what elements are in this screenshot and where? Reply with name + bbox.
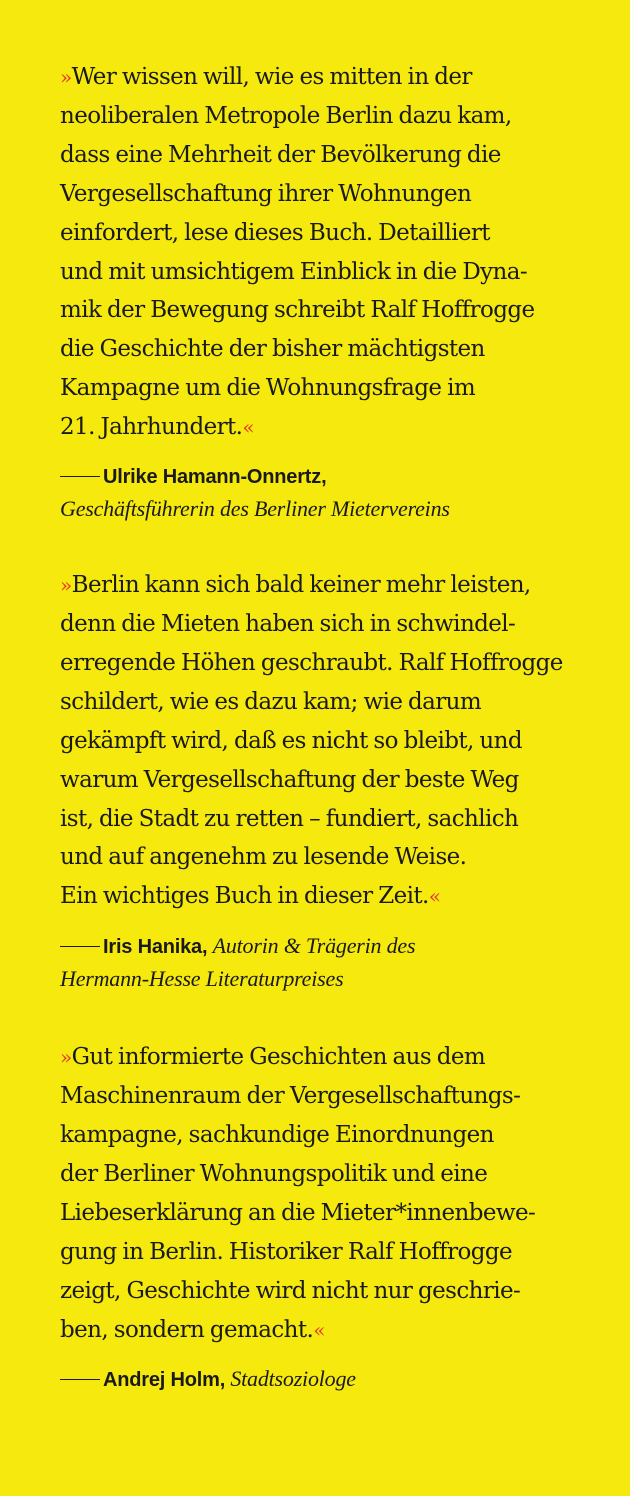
- quote-line: Wer wissen will, wie es mitten in der: [71, 64, 472, 90]
- quote-line: der Berliner Wohnungspolitik und eine: [60, 1160, 488, 1187]
- quote-line: Vergesellschaftung ihrer Wohnungen: [60, 180, 472, 207]
- attribution: [60, 930, 580, 994]
- author-role: Autorin & Trägerin des: [212, 933, 416, 959]
- quote-line: warum Vergesellschaftung der beste Weg: [60, 766, 519, 793]
- close-quote-mark: «: [313, 1317, 325, 1342]
- quote-line: zeigt, Geschichte wird nicht nur geschrie-: [60, 1277, 521, 1304]
- author-role: Stadtsoziologe: [230, 1366, 356, 1392]
- quote-line: Maschinenraum der Vergesellschaftungs-: [60, 1083, 521, 1110]
- author-name: Iris Hanika,: [103, 936, 208, 959]
- open-quote-mark: »: [60, 65, 72, 89]
- quote-line: einfordert, lese dieses Buch. Detailliert: [60, 219, 490, 246]
- quote-line: Liebeserklärung an die Mieter*innenbewe-: [60, 1199, 536, 1226]
- quote-line: gung in Berlin. Historiker Ralf Hoffrogge: [60, 1238, 512, 1265]
- em-dash-rule: [60, 476, 100, 477]
- attribution: [60, 461, 580, 524]
- quote-line: gekämpft wird, daß es nicht so bleibt, und: [60, 727, 522, 754]
- quote-line: schildert, wie es dazu kam; wie darum: [60, 688, 482, 715]
- quote-line: denn die Mieten haben sich in schwindel-: [60, 610, 516, 637]
- quote-line: 21. Jahrhundert.: [60, 414, 243, 441]
- quote-line: kampagne, sachkundige Einordnungen: [60, 1122, 494, 1149]
- quote-line: Ein wichtiges Buch in dieser Zeit.: [60, 883, 429, 910]
- open-quote-mark: »: [60, 573, 72, 598]
- testimonial-quote: [60, 58, 580, 447]
- quote-line: mik der Bewegung schreibt Ralf Hoffrogge: [60, 297, 535, 324]
- author-role: Geschäftsführerin des Berliner Mietervereins: [60, 496, 450, 522]
- quote-line: und mit umsichtigem Einblick in die Dyna-: [60, 258, 528, 285]
- quote-line: und auf angenehm zu lesende Weise.: [60, 844, 467, 871]
- close-quote-mark: «: [428, 884, 441, 909]
- quote-line: ben, sondern gemacht.: [60, 1316, 314, 1343]
- quote-line: Kampagne um die Wohnungsfrage im: [60, 375, 476, 402]
- close-quote-mark: «: [242, 415, 254, 440]
- testimonial-quote: [60, 566, 580, 916]
- quote-line: die Geschichte der bisher mächtigsten: [60, 336, 485, 363]
- quote-line: dass eine Mehrheit der Bevölkerung die: [60, 141, 501, 168]
- quote-line: ist, die Stadt zu retten – fundiert, sachlich: [60, 805, 519, 832]
- open-quote-mark: »: [60, 1045, 72, 1070]
- author-name: Andrej Holm,: [103, 1369, 226, 1392]
- testimonial-3: [60, 1038, 580, 1396]
- em-dash-rule: [60, 946, 100, 947]
- quote-line: erregende Höhen geschraubt. Ralf Hoffrogge: [60, 649, 563, 676]
- back-cover-text: [60, 58, 580, 1440]
- author-name: Ulrike Hamann-Onnertz,: [103, 466, 327, 489]
- em-dash-rule: [60, 1379, 100, 1380]
- quote-line: Berlin kann sich bald keiner mehr leisten,: [71, 572, 531, 599]
- quote-line: Gut informierte Geschichten aus dem: [71, 1044, 486, 1071]
- author-role-continued: Hermann-Hesse Literaturpreises: [60, 966, 344, 992]
- testimonial-quote: [60, 1038, 580, 1349]
- testimonial-1: [60, 58, 580, 524]
- quote-line: neoliberalen Metropole Berlin dazu kam,: [60, 102, 512, 129]
- testimonial-2: [60, 566, 580, 994]
- attribution: [60, 1363, 580, 1396]
